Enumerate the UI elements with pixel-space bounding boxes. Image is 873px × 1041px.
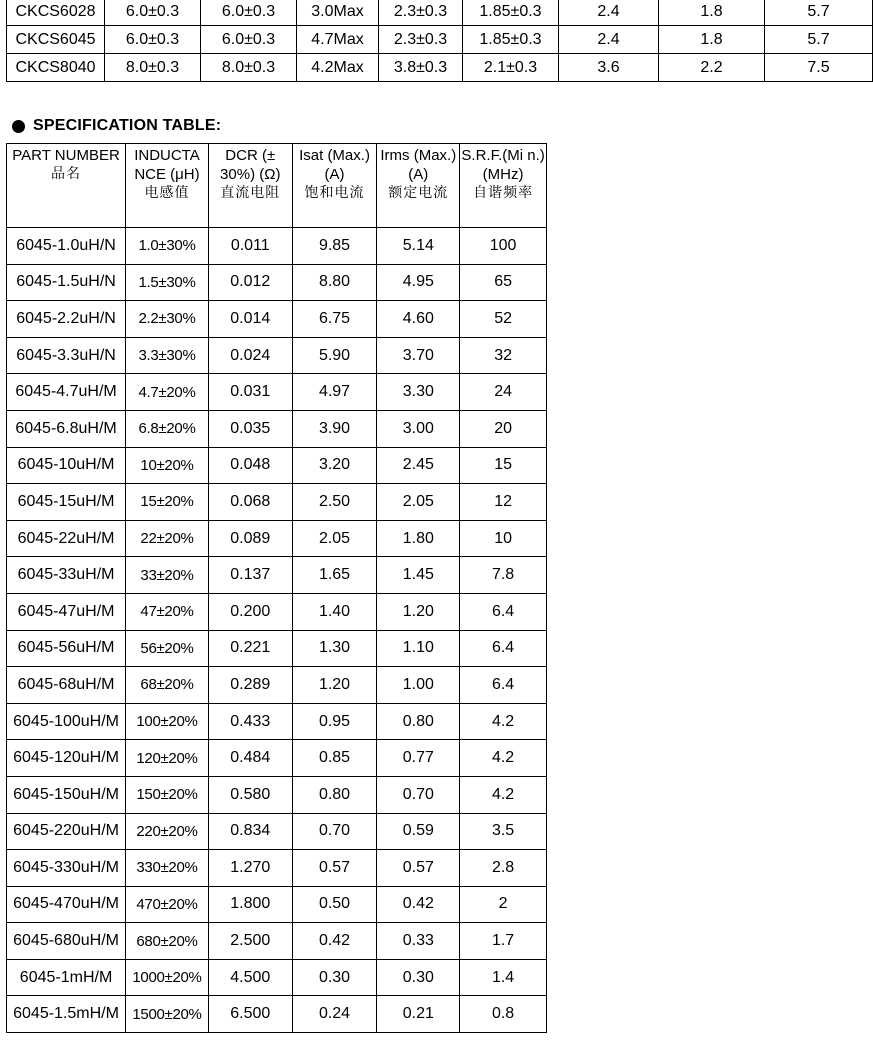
cell-isat: 2.50	[292, 484, 377, 521]
cell-irms: 1.80	[377, 520, 460, 557]
dimension-table	[6, 0, 873, 82]
cell-part-number: 6045-4.7uH/M	[7, 374, 126, 411]
cell-irms: 0.57	[377, 850, 460, 887]
cell-isat: 4.97	[292, 374, 377, 411]
model-cell: CKCS8040	[7, 54, 105, 82]
cell-srf: 4.2	[460, 776, 547, 813]
cell-srf: 7.8	[460, 557, 547, 594]
cell-dcr: 0.068	[208, 484, 292, 521]
cell-isat: 1.20	[292, 667, 377, 704]
spec-row	[7, 667, 547, 704]
spec-row	[7, 850, 547, 887]
spec-row	[7, 703, 547, 740]
cell-isat: 9.85	[292, 228, 377, 265]
cell-irms: 1.10	[377, 630, 460, 667]
cell-part-number: 6045-680uH/M	[7, 923, 126, 960]
spec-row	[7, 813, 547, 850]
spec-row	[7, 520, 547, 557]
cell-irms: 3.00	[377, 410, 460, 447]
cell-inductance: 100±20%	[126, 703, 209, 740]
spec-row	[7, 228, 547, 265]
specification-table	[6, 143, 547, 1033]
header-label: DCR (± 30%) (Ω)	[220, 147, 281, 183]
cell-irms: 1.45	[377, 557, 460, 594]
header-label: S.R.F.(Mi n.) (MHz)	[461, 147, 545, 183]
cell-isat: 0.70	[292, 813, 377, 850]
cell-irms: 4.60	[377, 301, 460, 338]
cell-irms: 0.42	[377, 886, 460, 923]
dimension-table-body	[7, 0, 873, 82]
cell-irms: 0.59	[377, 813, 460, 850]
spec-table-heading	[12, 117, 221, 135]
cell-srf: 6.4	[460, 593, 547, 630]
header-label-cn: 自谐频率	[473, 185, 534, 201]
cell-irms: 1.20	[377, 593, 460, 630]
cell-irms: 0.21	[377, 996, 460, 1033]
dimension-cell: 2.2	[659, 54, 765, 82]
cell-part-number: 6045-22uH/M	[7, 520, 126, 557]
dimension-cell: 1.85±0.3	[463, 26, 559, 54]
header-srf	[460, 144, 547, 228]
cell-inductance: 15±20%	[126, 484, 209, 521]
cell-srf: 3.5	[460, 813, 547, 850]
cell-part-number: 6045-33uH/M	[7, 557, 126, 594]
cell-isat: 1.65	[292, 557, 377, 594]
cell-part-number: 6045-56uH/M	[7, 630, 126, 667]
cell-isat: 0.24	[292, 996, 377, 1033]
cell-dcr: 6.500	[208, 996, 292, 1033]
cell-srf: 12	[460, 484, 547, 521]
spec-row	[7, 630, 547, 667]
dimension-cell: 2.3±0.3	[379, 0, 463, 26]
cell-srf: 6.4	[460, 667, 547, 704]
cell-part-number: 6045-6.8uH/M	[7, 410, 126, 447]
dimension-cell: 5.7	[765, 0, 873, 26]
cell-isat: 0.95	[292, 703, 377, 740]
cell-irms: 3.30	[377, 374, 460, 411]
cell-isat: 2.05	[292, 520, 377, 557]
header-part-number	[7, 144, 126, 228]
spec-row	[7, 959, 547, 996]
cell-isat: 0.57	[292, 850, 377, 887]
cell-inductance: 1500±20%	[126, 996, 209, 1033]
cell-inductance: 120±20%	[126, 740, 209, 777]
cell-irms: 2.05	[377, 484, 460, 521]
cell-srf: 1.4	[460, 959, 547, 996]
cell-part-number: 6045-15uH/M	[7, 484, 126, 521]
spec-row	[7, 447, 547, 484]
cell-inductance: 4.7±20%	[126, 374, 209, 411]
cell-inductance: 33±20%	[126, 557, 209, 594]
cell-part-number: 6045-68uH/M	[7, 667, 126, 704]
dimension-cell: 2.3±0.3	[379, 26, 463, 54]
cell-isat: 1.40	[292, 593, 377, 630]
cell-isat: 6.75	[292, 301, 377, 338]
header-label-cn: 饱和电流	[304, 185, 365, 201]
cell-part-number: 6045-1mH/M	[7, 959, 126, 996]
dimension-cell: 3.0Max	[297, 0, 379, 26]
cell-dcr: 0.289	[208, 667, 292, 704]
header-label: Irms (Max.) (A)	[380, 147, 457, 183]
cell-dcr: 0.048	[208, 447, 292, 484]
dimension-cell: 1.85±0.3	[463, 0, 559, 26]
cell-inductance: 1.0±30%	[126, 228, 209, 265]
header-label: INDUCTA NCE (μH)	[134, 147, 200, 183]
cell-part-number: 6045-150uH/M	[7, 776, 126, 813]
cell-part-number: 6045-1.0uH/N	[7, 228, 126, 265]
dimension-cell: 5.7	[765, 26, 873, 54]
spec-row	[7, 740, 547, 777]
cell-part-number: 6045-10uH/M	[7, 447, 126, 484]
spec-row	[7, 301, 547, 338]
cell-srf: 4.2	[460, 740, 547, 777]
cell-isat: 5.90	[292, 337, 377, 374]
dimension-cell: 1.8	[659, 0, 765, 26]
cell-dcr: 1.270	[208, 850, 292, 887]
cell-irms: 0.30	[377, 959, 460, 996]
dimension-cell: 6.0±0.3	[201, 26, 297, 54]
cell-srf: 20	[460, 410, 547, 447]
dimension-row	[7, 54, 873, 82]
dimension-cell: 6.0±0.3	[201, 0, 297, 26]
dimension-row	[7, 0, 873, 26]
cell-isat: 3.90	[292, 410, 377, 447]
spec-row	[7, 996, 547, 1033]
cell-part-number: 6045-2.2uH/N	[7, 301, 126, 338]
cell-dcr: 0.089	[208, 520, 292, 557]
cell-part-number: 6045-47uH/M	[7, 593, 126, 630]
cell-inductance: 22±20%	[126, 520, 209, 557]
cell-irms: 1.00	[377, 667, 460, 704]
spec-table-body	[7, 228, 547, 1033]
cell-isat: 0.85	[292, 740, 377, 777]
cell-inductance: 6.8±20%	[126, 410, 209, 447]
header-irms	[377, 144, 460, 228]
cell-isat: 3.20	[292, 447, 377, 484]
cell-dcr: 0.035	[208, 410, 292, 447]
cell-srf: 6.4	[460, 630, 547, 667]
dimension-cell: 6.0±0.3	[105, 26, 201, 54]
cell-dcr: 0.011	[208, 228, 292, 265]
spec-row	[7, 374, 547, 411]
cell-dcr: 4.500	[208, 959, 292, 996]
dimension-cell: 3.8±0.3	[379, 54, 463, 82]
cell-srf: 15	[460, 447, 547, 484]
cell-dcr: 1.800	[208, 886, 292, 923]
cell-dcr: 0.834	[208, 813, 292, 850]
cell-srf: 24	[460, 374, 547, 411]
dimension-cell: 1.8	[659, 26, 765, 54]
cell-inductance: 330±20%	[126, 850, 209, 887]
header-dcr	[208, 144, 292, 228]
header-label-cn: 品名	[51, 166, 82, 182]
dimension-cell: 3.6	[559, 54, 659, 82]
cell-inductance: 150±20%	[126, 776, 209, 813]
cell-srf: 2	[460, 886, 547, 923]
cell-isat: 1.30	[292, 630, 377, 667]
cell-dcr: 2.500	[208, 923, 292, 960]
cell-irms: 0.80	[377, 703, 460, 740]
cell-dcr: 0.024	[208, 337, 292, 374]
cell-inductance: 470±20%	[126, 886, 209, 923]
cell-srf: 100	[460, 228, 547, 265]
dimension-cell: 8.0±0.3	[105, 54, 201, 82]
cell-inductance: 220±20%	[126, 813, 209, 850]
cell-irms: 4.95	[377, 264, 460, 301]
cell-srf: 32	[460, 337, 547, 374]
cell-inductance: 1000±20%	[126, 959, 209, 996]
cell-irms: 2.45	[377, 447, 460, 484]
spec-row	[7, 776, 547, 813]
cell-inductance: 680±20%	[126, 923, 209, 960]
cell-dcr: 0.433	[208, 703, 292, 740]
dimension-cell: 8.0±0.3	[201, 54, 297, 82]
cell-dcr: 0.031	[208, 374, 292, 411]
spec-row	[7, 923, 547, 960]
cell-srf: 52	[460, 301, 547, 338]
dimension-row	[7, 26, 873, 54]
dimension-cell: 6.0±0.3	[105, 0, 201, 26]
cell-part-number: 6045-1.5uH/N	[7, 264, 126, 301]
dimension-cell: 4.2Max	[297, 54, 379, 82]
header-label-cn: 电感值	[144, 185, 190, 201]
cell-irms: 3.70	[377, 337, 460, 374]
model-cell: CKCS6045	[7, 26, 105, 54]
cell-dcr: 0.137	[208, 557, 292, 594]
spec-row	[7, 484, 547, 521]
cell-inductance: 3.3±30%	[126, 337, 209, 374]
cell-dcr: 0.014	[208, 301, 292, 338]
spec-row	[7, 264, 547, 301]
cell-part-number: 6045-220uH/M	[7, 813, 126, 850]
cell-isat: 8.80	[292, 264, 377, 301]
header-isat	[292, 144, 377, 228]
header-label: Isat (Max.) (A)	[299, 147, 370, 183]
cell-srf: 0.8	[460, 996, 547, 1033]
cell-srf: 4.2	[460, 703, 547, 740]
header-inductance	[126, 144, 209, 228]
header-label: PART NUMBER	[12, 147, 120, 164]
cell-part-number: 6045-470uH/M	[7, 886, 126, 923]
cell-isat: 0.80	[292, 776, 377, 813]
dimension-cell: 2.1±0.3	[463, 54, 559, 82]
cell-part-number: 6045-330uH/M	[7, 850, 126, 887]
dimension-cell: 2.4	[559, 0, 659, 26]
cell-inductance: 47±20%	[126, 593, 209, 630]
cell-dcr: 0.484	[208, 740, 292, 777]
cell-irms: 0.77	[377, 740, 460, 777]
header-label-cn: 直流电阻	[220, 185, 281, 201]
cell-inductance: 68±20%	[126, 667, 209, 704]
cell-part-number: 6045-100uH/M	[7, 703, 126, 740]
model-cell: CKCS6028	[7, 0, 105, 26]
cell-part-number: 6045-1.5mH/M	[7, 996, 126, 1033]
spec-heading-text: SPECIFICATION TABLE:	[33, 117, 222, 134]
cell-inductance: 56±20%	[126, 630, 209, 667]
cell-part-number: 6045-3.3uH/N	[7, 337, 126, 374]
cell-dcr: 0.580	[208, 776, 292, 813]
cell-srf: 10	[460, 520, 547, 557]
cell-srf: 65	[460, 264, 547, 301]
cell-isat: 0.50	[292, 886, 377, 923]
cell-dcr: 0.200	[208, 593, 292, 630]
spec-row	[7, 557, 547, 594]
cell-part-number: 6045-120uH/M	[7, 740, 126, 777]
cell-isat: 0.30	[292, 959, 377, 996]
cell-inductance: 1.5±30%	[126, 264, 209, 301]
dimension-cell: 7.5	[765, 54, 873, 82]
dimension-cell: 2.4	[559, 26, 659, 54]
cell-irms: 0.70	[377, 776, 460, 813]
spec-row	[7, 337, 547, 374]
cell-dcr: 0.221	[208, 630, 292, 667]
cell-inductance: 2.2±30%	[126, 301, 209, 338]
cell-irms: 5.14	[377, 228, 460, 265]
spec-row	[7, 410, 547, 447]
cell-srf: 1.7	[460, 923, 547, 960]
dimension-cell: 4.7Max	[297, 26, 379, 54]
cell-irms: 0.33	[377, 923, 460, 960]
header-label-cn: 额定电流	[388, 185, 449, 201]
cell-inductance: 10±20%	[126, 447, 209, 484]
bullet-icon	[12, 120, 25, 133]
spec-row	[7, 886, 547, 923]
cell-dcr: 0.012	[208, 264, 292, 301]
spec-table-header-row	[7, 144, 547, 228]
cell-isat: 0.42	[292, 923, 377, 960]
spec-row	[7, 593, 547, 630]
cell-srf: 2.8	[460, 850, 547, 887]
